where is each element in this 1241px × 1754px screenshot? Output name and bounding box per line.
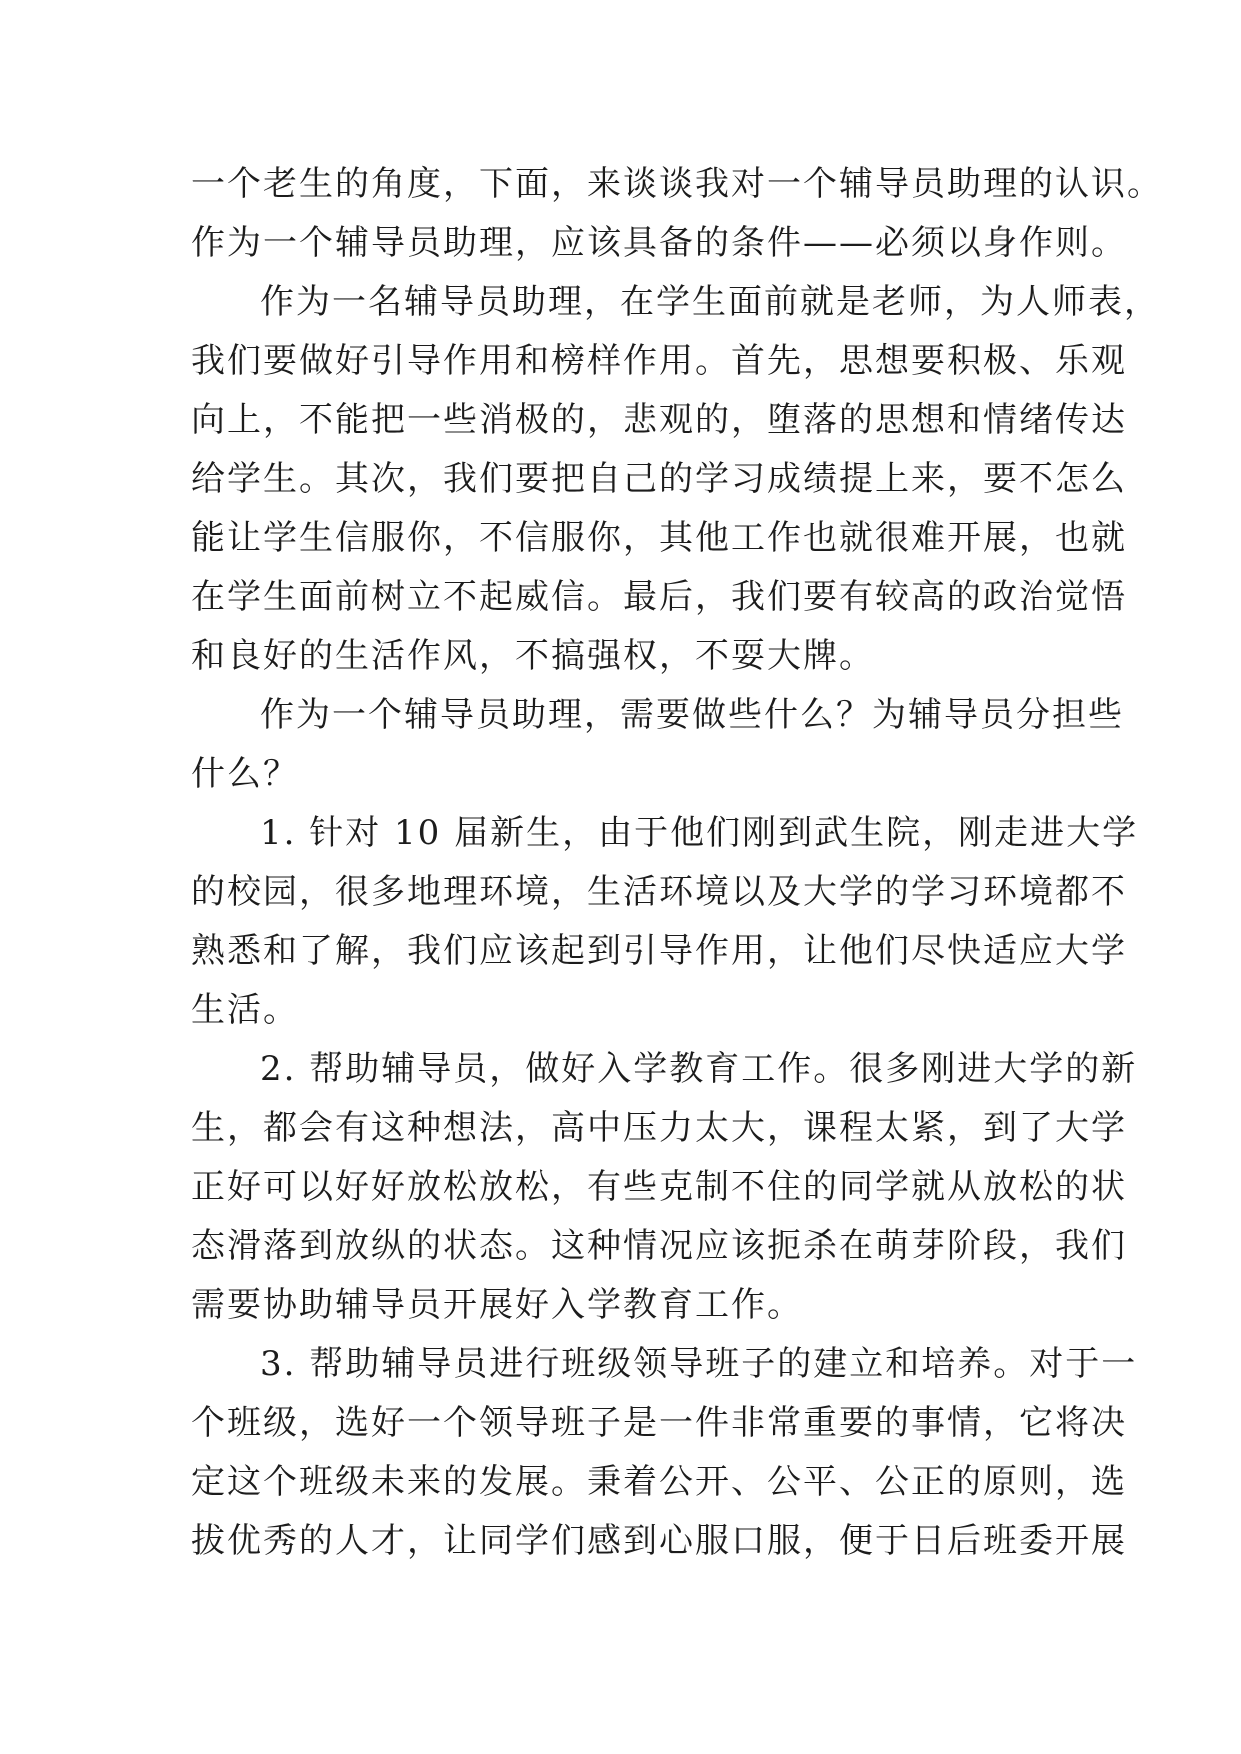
text-line: 向上，不能把一些消极的，悲观的，堕落的思想和情绪传达: [191, 400, 1127, 440]
text-line: 熟悉和了解，我们应该起到引导作用，让他们尽快适应大学: [191, 931, 1127, 971]
text-line: 正好可以好好放松放松，有些克制不住的同学就从放松的状: [191, 1167, 1127, 1207]
text-line: 个班级，选好一个领导班子是一件非常重要的事情，它将决: [191, 1403, 1127, 1443]
text-line: 1. 针对 10 届新生，由于他们刚到武生院，刚走进大学: [260, 813, 1139, 853]
text-line: 我们要做好引导作用和榜样作用。首先，思想要积极、乐观: [191, 341, 1127, 381]
text-line: 生，都会有这种想法，高中压力太大，课程太紧，到了大学: [191, 1108, 1127, 1148]
document-body: [191, 155, 1163, 1571]
text-line: 态滑落到放纵的状态。这种情况应该扼杀在萌芽阶段，我们: [191, 1226, 1127, 1266]
text-line: 拔优秀的人才，让同学们感到心服口服，便于日后班委开展: [191, 1521, 1127, 1561]
text-line: 定这个班级未来的发展。秉着公开、公平、公正的原则，选: [191, 1462, 1127, 1502]
text-line: 作为一个辅导员助理，应该具备的条件——必须以身作则。: [191, 223, 1127, 263]
text-line: 给学生。其次，我们要把自己的学习成绩提上来，要不怎么: [191, 459, 1127, 499]
text-line: 生活。: [191, 990, 299, 1030]
text-line: 能让学生信服你，不信服你，其他工作也就很难开展，也就: [191, 518, 1127, 558]
text-line: 需要协助辅导员开展好入学教育工作。: [191, 1285, 803, 1325]
text-line: 3. 帮助辅导员进行班级领导班子的建立和培养。对于一: [260, 1344, 1138, 1384]
text-line: 的校园，很多地理环境，生活环境以及大学的学习环境都不: [191, 872, 1127, 912]
text-line: 一个老生的角度，下面，来谈谈我对一个辅导员助理的认识。: [191, 164, 1163, 204]
text-line: 作为一名辅导员助理，在学生面前就是老师，为人师表，: [260, 282, 1160, 322]
text-line: 作为一个辅导员助理，需要做些什么？为辅导员分担些: [260, 695, 1124, 735]
text-line: 什么？: [191, 754, 299, 794]
text-line: 在学生面前树立不起威信。最后，我们要有较高的政治觉悟: [191, 577, 1127, 617]
text-line: 2. 帮助辅导员，做好入学教育工作。很多刚进大学的新: [260, 1049, 1138, 1089]
text-line: 和良好的生活作风，不搞强权，不耍大牌。: [191, 636, 875, 676]
